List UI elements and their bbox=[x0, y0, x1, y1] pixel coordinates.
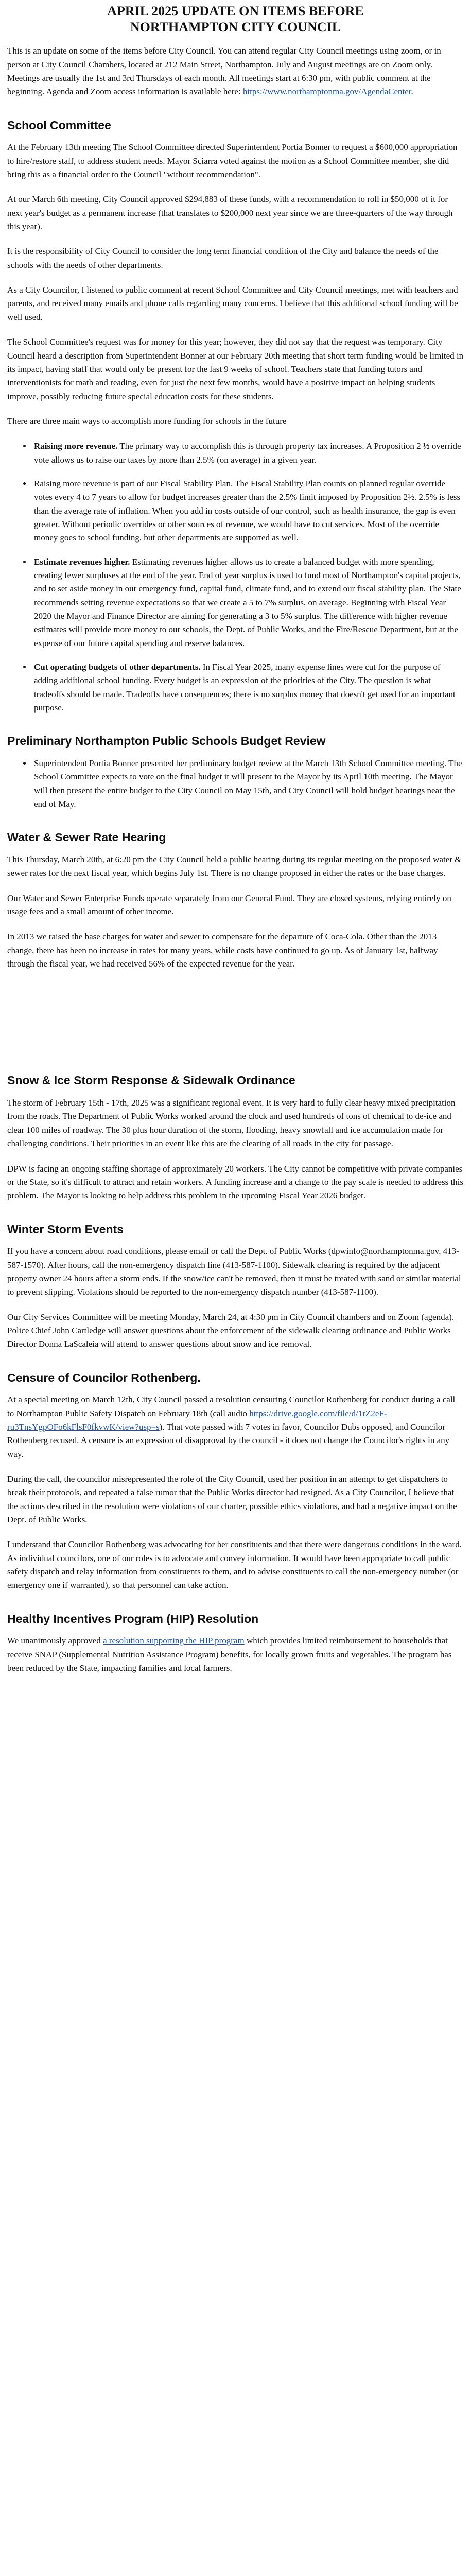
censure-paragraph-2: During the call, the councilor misrepresented the role of the City Council, used her position in an attempt to get dispatchers to break their protocols, and repeated a false rumor that the Public Works director had resigned. As a City Councilor, I believe that the actions described in the resolution were violations of our charter, possible ethics violations, and had a negative impact on the Dept. of Public Works. bbox=[7, 1473, 457, 1524]
hip-paragraph-1 bbox=[7, 1634, 464, 1675]
hip-resolution-link[interactable]: a resolution supporting the HIP program bbox=[103, 1636, 245, 1646]
budget-review-list bbox=[7, 757, 464, 811]
censure-paragraph-1 bbox=[7, 1393, 464, 1461]
school-paragraph-4: As a City Councilor, I listened to public comment at recent School Committee and City Council meetings, met with teachers and parents, and received many emails and phone calls regarding many concerns. I believe that this additional school funding will be well used. bbox=[7, 285, 458, 322]
intro-paragraph bbox=[7, 44, 464, 98]
snow-ice-heading: Snow & Ice Storm Response & Sidewalk Ordinance bbox=[7, 1074, 295, 1088]
censure-heading: Censure of Councilor Rothenberg. bbox=[7, 1370, 201, 1384]
newsletter-page bbox=[0, 3, 471, 1675]
list-item-text: In Fiscal Year 2025, many expense lines were cut for the purpose of adding additional school funding. Every budget is an expression of the priorities of the City. The question is what tradeoffs should be made. Tradeoffs have consequences; there is no surplus money that doesn't get used for an important purpose. bbox=[34, 662, 456, 713]
school-paragraph-1: At the February 13th meeting The School Committee directed Superintendent Portia Bonner to request a $600,000 appropriation to hire/restore staff, to address student needs. Mayor Sciarra voted against the motion as a School Committee member, she did bring this as a financial order to the Council "without recommendation". bbox=[7, 142, 458, 180]
list-item bbox=[32, 660, 464, 715]
water-paragraph-3: In 2013 we raised the base charges for water and sewer to compensate for the departure of Coca-Cola. Other than the 2013 change, there has been no increase in rates for many years, while costs have continued to go up. As of January 1st, halfway through the fiscal year, we had received 56% of the expected revenue for the year. bbox=[7, 931, 438, 969]
title-line-1: APRIL 2025 UPDATE ON ITEMS BEFORE bbox=[107, 4, 364, 19]
hip-text-a: We unanimously approved bbox=[7, 1636, 101, 1646]
censure-text-tail: ). That vote passed with 7 votes in favor, Councilor Dubs opposed, and Councilor Rothenberg recused. A censure is an expression of disapproval by the council - it does not change the Councilor's rights in any way. bbox=[7, 1421, 450, 1459]
school-committee-heading: School Committee bbox=[7, 118, 111, 132]
intro-text: This is an update on some of the items before City Council. You can attend regular City Council meetings using zoom, or in person at City Council Chambers, located at 212 Main Street, Northampton. July and August meetings are on Zoom only. Meetings are usually the 1st and 3rd Thursdays of each month. All meetings start at 6:30 pm, with public comment at the beginning. Agenda and Zoom access information is available here: bbox=[7, 46, 441, 97]
censure-text: At a special meeting on March 12th, City Council passed a resolution censuring Councilor Rothenberg for conduct during a call to Northampton Public Safety Dispatch on February 18th (call audio bbox=[7, 1395, 456, 1418]
water-paragraph-1: This Thursday, March 20th, at 6:20 pm the City Council held a public hearing during its regular meeting on the proposed water & sewer rates for the next fiscal year, which begins July 1st. There is no change proposed in either the rates or the base charges. bbox=[7, 855, 462, 878]
list-item bbox=[32, 439, 464, 467]
title-line-2: NORTHAMPTON CITY COUNCIL bbox=[130, 20, 341, 35]
hip-heading: Healthy Incentives Program (HIP) Resolution bbox=[7, 1612, 259, 1625]
list-item-lead: Raising more revenue. bbox=[34, 441, 118, 451]
funding-options-list bbox=[7, 439, 464, 715]
list-item bbox=[32, 555, 464, 650]
page-title bbox=[7, 3, 464, 35]
hip-text-b: which provides limited reimbursement to households that receive SNAP (Supplemental Nutrition Assistance Program) benefits, for locally grown fruits and vegetables. The program has been reduced by the State, impacting families and local farmers. bbox=[7, 1636, 452, 1673]
winter-storm-heading: Winter Storm Events bbox=[7, 1222, 124, 1236]
censure-paragraph-3: I understand that Councilor Rothenberg was advocating for her constituents and that there were dangerous conditions in the ward. As individual councilors, one of our roles is to advocate and convey information. It would have been appropriate to call public safety dispatch and relay information from constituents to them, and to advise constituents to call the non-emergency number (or emergency one if warranted), so that personnel can take action. bbox=[7, 1539, 462, 1590]
budget-review-heading: Preliminary Northampton Public Schools Budget Review bbox=[7, 734, 326, 748]
winter-paragraph-1: If you have a concern about road conditions, please email or call the Dept. of Public Works (dpwinfo@northamptonma.gov, 413-587-1570). After hours, call the non-emergency dispatch line (413-587-1100). Sidewalk clearing is required by the adjacent property owner 24 hours after a storm ends. If the snow/ice can't be removed, then it must be treated with sand or similar material to prevent slipping. Violations should be reported to the non-emergency dispatch number (413-587-1100). bbox=[7, 1246, 461, 1297]
snow-paragraph-2: DPW is facing an ongoing staffing shortage of approximately 20 workers. The City cannot be competitive with private companies or the State, so it's difficult to attract and retain workers. A funding increase and a change to the pay scale is needed to address this problem. The Mayor is looking to help address this problem in the upcoming Fiscal Year 2026 budget. bbox=[7, 1163, 464, 1201]
school-paragraph-5: The School Committee's request was for money for this year; however, they did not say that the request was temporary. City Council heard a description from Superintendent Bonner at our February 20th meeting that short term funding would be limited in its impact, having staff that would only be present for the last 9 weeks of school. Teachers state that funding tutors and interventionists for math and reading, even for just the next few months, would have a positive impact on helping students improve, possibly reducing future special education costs for these students. bbox=[7, 337, 464, 401]
list-item-text: Estimating revenues higher allows us to create a balanced budget with more spending, creating fewer surpluses at the end of the year. End of year surplus is used to fund most of Northampton's capital projects, and to set aside money in our emergency fund, capital fund, climate fund, and to extend our fiscal stability plan. The State recommends setting revenue expectations so that we create a 5 to 7% surplus, on average. Beginning with Fiscal Year 2020 the Mayor and Finance Director are aiming for generating a 3 to 5% surplus. The difference with higher revenue estimates will provide more money to our schools, the Dept. of Public Works, and the Fire/Rescue Department, but at the expense of our future capital spending and reserve balances. bbox=[34, 556, 461, 648]
list-item-lead: Cut operating budgets of other departments. bbox=[34, 662, 201, 672]
school-paragraph-3: It is the responsibility of City Council to consider the long term financial condition of the City and balance the needs of the schools with the needs of other departments. bbox=[7, 246, 439, 270]
water-sewer-heading: Water & Sewer Rate Hearing bbox=[7, 831, 166, 844]
list-item bbox=[32, 477, 464, 545]
school-paragraph-2: At our March 6th meeting, City Council approved $294,883 of these funds, with a recommendation to roll in $50,000 of it for next year's budget as a permanent increase (that translates to $200,000 next year since we are three-quarters of the way through this year). bbox=[7, 194, 453, 232]
snow-paragraph-1: The storm of February 15th - 17th, 2025 was a significant regional event. It is very hard to fully clear heavy mixed precipitation from the roads. The Department of Public Works worked around the clock and used hundreds of tons of chemical to de-ice and clear 100 miles of roadway. The 30 plus hour duration of the storm, flooding, heavy snowfall and ice accumulation made for challenging conditions. Their priorities in an event like this are the clearing of all roads in the city for passage. bbox=[7, 1098, 456, 1149]
agenda-center-link[interactable]: https://www.northamptonma.gov/AgendaCenter bbox=[242, 87, 411, 97]
list-item: • Superintendent Portia Bonner presented her preliminary budget review at the March 13th School Committee meeting. The School Committee expects to vote on the final budget it will present to the Mayor by its April 10th meeting. The Mayor will then present the entire budget to the City Council on May 15th, and City Council will hold budget hearings near the end of May. bbox=[32, 757, 464, 811]
section-spacer bbox=[7, 982, 464, 1054]
list-item-lead: Estimate revenues higher. bbox=[34, 556, 130, 567]
list-item-text: Raising more revenue is part of our Fiscal Stability Plan. The Fiscal Stability Plan counts on planned regular override votes every 4 to 7 years to allow for budget increases greater than the 2.5% limit imposed by Proposition 2½. 2.5% is less than the average rate of inflation. When you add in costs outside of our control, such as health insurance, the gap is even greater. Without periodic overrides or other sources of revenue, we would have to cut services. Most of the override money goes to school funding, but other departments are supported as well. bbox=[34, 478, 461, 543]
intro-tail: . bbox=[411, 87, 413, 97]
winter-paragraph-2: Our City Services Committee will be meeting Monday, March 24, at 4:30 pm in City Council chambers and on Zoom (agenda). Police Chief John Cartledge will answer questions about the enforcement of the sidewalk clearing ordinance and Public Works Director Donna LaScaleia will attend to answer questions about snow and ice removal. bbox=[7, 1312, 455, 1349]
call-audio-link[interactable]: https://drive.google.com/file/d/1rZ2eF-ru3TnsYgpOFo6kFlsF0fkvwK/view?usp=s bbox=[7, 1408, 387, 1432]
list-item-text: The primary way to accomplish this is through property tax increases. A Proposition 2 ½ override vote allows us to raise our taxes by more than 2.5% (on average) in a given year. bbox=[34, 441, 461, 465]
water-paragraph-2: Our Water and Sewer Enterprise Funds operate separately from our General Fund. They are closed systems, relying entirely on usage fees and a small amount of other income. bbox=[7, 893, 451, 917]
school-paragraph-6: There are three main ways to accomplish more funding for schools in the future bbox=[7, 416, 287, 426]
